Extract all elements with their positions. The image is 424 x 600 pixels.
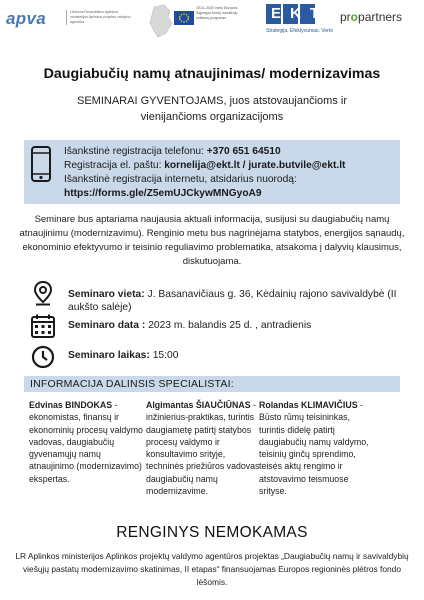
clock-icon [30,344,56,370]
specialist-description: - Būsto rūmų teisininkas, turintis didelę patirtį daugiabučių namų valdymo, teisinių ginčų sprendimo, teisės aktų rengimo ir atstovavimo teismuose srityse. [259,400,369,497]
specialist-description: - ekonomistas, finansų ir ekonominių procesų valdymo vadovas, daugiabučių gyvenamųjų namų atnaujinimo (modernizavimo) ekspertas. [29,400,143,484]
seminar-location [68,288,408,314]
page-subtitle: SEMINARAI GYVENTOJAMS, juos atstovaujančioms ir vienijančioms organizacijoms [77,95,347,123]
registration-email-line [64,159,345,173]
seminar-description: Seminare bus aptariama naujausia aktuali informacija, susijusi su daugiabučių namų atnaujinimu (modernizavimu). Renginio metu bus nagrinėjama statybos, energijos sąnaudų, ekonominio efektyvumo ir teisinio reguliavimo problematika, atsakoma į dalyvių klausimus, diskutuojama. [19,214,405,267]
registration-text [64,145,345,201]
calendar-icon [30,313,56,339]
seminar-time-label: Seminaro laikas: [68,350,150,361]
propartners-logo [340,10,402,24]
ekt-slogan: Strategija. Efektyvumas. Verte [266,28,333,34]
ekt-logo-text: EKT [271,5,328,22]
eu-map-icon [148,3,174,39]
seminar-date [68,319,408,332]
registration-box [24,140,400,204]
seminar-time [68,349,408,362]
eu-funds-logo [148,3,244,41]
apva-logo-caption: Lietuvos Respublikos aplinkos ministerijos Aplinkos projektų valdymo agentūra [66,10,136,25]
specialist-card [29,399,145,485]
apva-logo: apva [6,9,46,28]
page-title: Daugiabučių namų atnaujinimas/ modernizavimas [43,66,381,82]
ekt-logo [266,4,336,38]
eu-funds-caption: 2014–2020 metų Europos Sąjungos fondų investicijų veiksmų programa [196,6,238,20]
specialist-name: Algimantas ŠIAUČIŪNAS [146,400,251,410]
registration-phone-label: Išankstinė registracija telefonu: [64,146,207,157]
phone-icon [30,146,52,182]
specialists-heading: INFORMACIJA DALINSIS SPECIALISTAI: [30,378,234,390]
logo-bar [0,0,424,44]
specialist-card [146,399,262,497]
seminar-location-label: Seminaro vieta: [68,289,145,300]
registration-email-link[interactable]: kornelija@ekt.lt / jurate.butvile@ekt.lt [164,160,346,171]
registration-email-label: Registracija el. paštu: [64,160,165,171]
registration-phone-link[interactable]: +370 651 64510 [206,146,281,157]
specialist-card [259,399,375,497]
registration-web-link[interactable]: https://forms.gle/Z5emUJCkywMNGyoA9 [64,188,262,199]
seminar-date-label: Seminaro data : [68,320,146,331]
free-event-banner: RENGINYS NEMOKAMAS [116,524,308,541]
specialist-description: - inžinierius-praktikas, turintis daugiametę patirtį statybos procesų valdymo ir konsultavimo srityje, techninės priežiūros vadovas daugiabučių namų modernizavime. [146,400,260,497]
seminar-time-value: 15:00 [149,350,179,361]
location-pin-icon [30,280,56,306]
seminar-location-value: J. Basanavičiaus g. 36, Kėdainių rajono savivaldybė (II aukšto salėje) [68,289,397,313]
propartners-o: o [350,10,359,24]
funding-footer: LR Aplinkos ministerijos Aplinkos projektų valdymo agentūros projektas „Daugiabučių namų ir savivaldybių viešųjų pastatų modernizavimo skatinimas, II etapas“ finansuojamas Europos regioninės plėtros fondo lėšomis. [15,551,409,587]
seminar-date-value: 2023 m. balandis 25 d. , antradienis [145,320,312,331]
specialists-heading-bar [24,376,400,392]
specialist-name: Edvinas BINDOKAS [29,400,113,410]
registration-web-label: Išankstinė registracija internetu, atsidarius nuorodą: [64,174,297,185]
specialist-name: Rolandas KLIMAVIČIUS [259,400,358,410]
registration-phone-line [64,145,345,159]
propartners-pre: pr [340,10,351,24]
eu-flag-icon [174,11,194,25]
propartners-post: partners [358,10,403,24]
